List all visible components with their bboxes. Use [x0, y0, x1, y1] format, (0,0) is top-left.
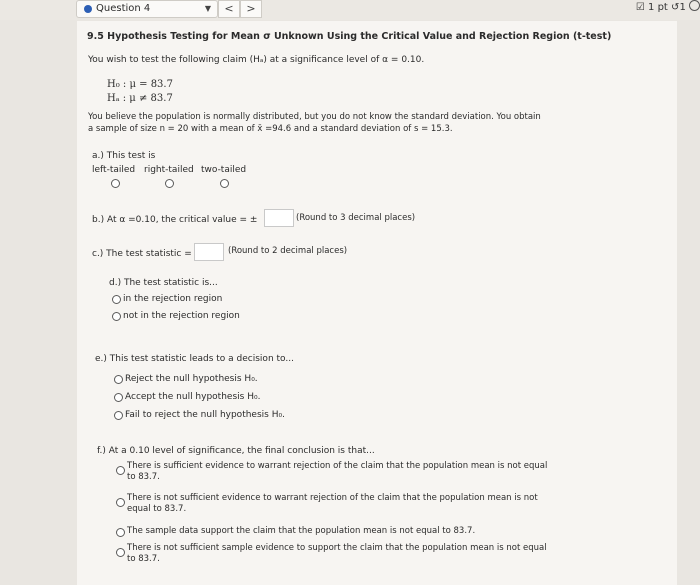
part-a-radio-right[interactable]	[165, 179, 174, 188]
caret-down-icon: ▼	[204, 4, 211, 13]
part-f-radio-3[interactable]	[116, 528, 125, 537]
part-c-prompt: c.) The test statistic =	[92, 249, 192, 259]
info-icon[interactable]	[689, 0, 700, 11]
test-statistic-input[interactable]	[194, 243, 224, 261]
question-label: Question 4	[96, 3, 151, 14]
part-b-hint: (Round to 3 decimal places)	[296, 213, 416, 223]
claim-text: You wish to test the following claim (Hₐ) at a significance level of α = 0.10.	[88, 55, 425, 65]
part-f-option-2-line1: There is not sufficient evidence to warrant rejection of the claim that the population mean is not	[127, 493, 538, 503]
part-e-prompt: e.) This test statistic leads to a decision to...	[95, 354, 294, 364]
part-f-option-1-line1: There is sufficient evidence to warrant rejection of the claim that the population mean is not equal	[127, 461, 548, 471]
part-a-option-right-label: right-tailed	[144, 165, 194, 175]
checkbox-icon: ☑	[635, 2, 645, 13]
top-bar	[0, 0, 700, 20]
part-e-option-accept: Accept the null hypothesis H₀.	[125, 392, 261, 402]
alt-hypothesis: Hₐ : μ ≠ 83.7	[107, 93, 173, 104]
part-f-option-4-line2: to 83.7.	[127, 554, 160, 564]
part-a-option-two-label: two-tailed	[201, 165, 247, 175]
info-line-2: a sample of size n = 20 with a mean of x̄ =94.6 and a standard deviation of s = 15.3.	[88, 124, 453, 134]
part-b-prompt: b.) At α =0.10, the critical value = ±	[92, 215, 258, 225]
right-fragment: 1	[679, 2, 686, 13]
part-f-radio-1[interactable]	[116, 466, 125, 475]
part-c-hint: (Round to 2 decimal places)	[228, 246, 348, 256]
part-d-radio-in[interactable]	[112, 295, 121, 304]
part-e-radio-fail[interactable]	[114, 411, 123, 420]
problem-title: 9.5 Hypothesis Testing for Mean σ Unknown Using the Critical Value and Rejection Region (t-test)	[87, 31, 612, 42]
points-label: 1 pt	[648, 2, 668, 13]
status-dot-icon	[84, 5, 92, 13]
part-d-option-in: in the rejection region	[123, 294, 223, 304]
part-a-option-left-label: left-tailed	[92, 165, 136, 175]
null-hypothesis: H₀ : μ = 83.7	[107, 79, 173, 90]
prev-question-button[interactable]: <	[218, 0, 240, 18]
part-d-radio-not-in[interactable]	[112, 312, 121, 321]
part-e-radio-accept[interactable]	[114, 393, 123, 402]
part-e-option-fail: Fail to reject the null hypothesis H₀.	[125, 410, 285, 420]
part-d-option-not-in: not in the rejection region	[123, 311, 240, 321]
part-f-prompt: f.) At a 0.10 level of significance, the final conclusion is that...	[97, 446, 375, 456]
part-e-option-reject: Reject the null hypothesis H₀.	[125, 374, 258, 384]
question-select[interactable]	[76, 0, 218, 18]
part-e-radio-reject[interactable]	[114, 375, 123, 384]
info-line-1: You believe the population is normally distributed, but you do not know the standard deviation. You obtain	[88, 112, 541, 122]
question-panel	[77, 21, 677, 585]
part-f-option-4-line1: There is not sufficient sample evidence to support the claim that the population mean is not equal	[127, 543, 547, 553]
part-d-prompt: d.) The test statistic is...	[109, 278, 218, 288]
retry-icon[interactable]: ↺	[671, 2, 680, 13]
part-f-option-1-line2: to 83.7.	[127, 472, 160, 482]
points-indicator	[636, 0, 700, 15]
part-f-radio-2[interactable]	[116, 498, 125, 507]
part-a-prompt: a.) This test is	[92, 151, 156, 161]
part-a-radio-two[interactable]	[220, 179, 229, 188]
part-a-radio-left[interactable]	[111, 179, 120, 188]
part-f-option-2-line2: equal to 83.7.	[127, 504, 187, 514]
next-question-button[interactable]: >	[240, 0, 262, 18]
part-f-radio-4[interactable]	[116, 548, 125, 557]
critical-value-input[interactable]	[264, 209, 294, 227]
part-f-option-3-line1: The sample data support the claim that the population mean is not equal to 83.7.	[127, 526, 476, 536]
